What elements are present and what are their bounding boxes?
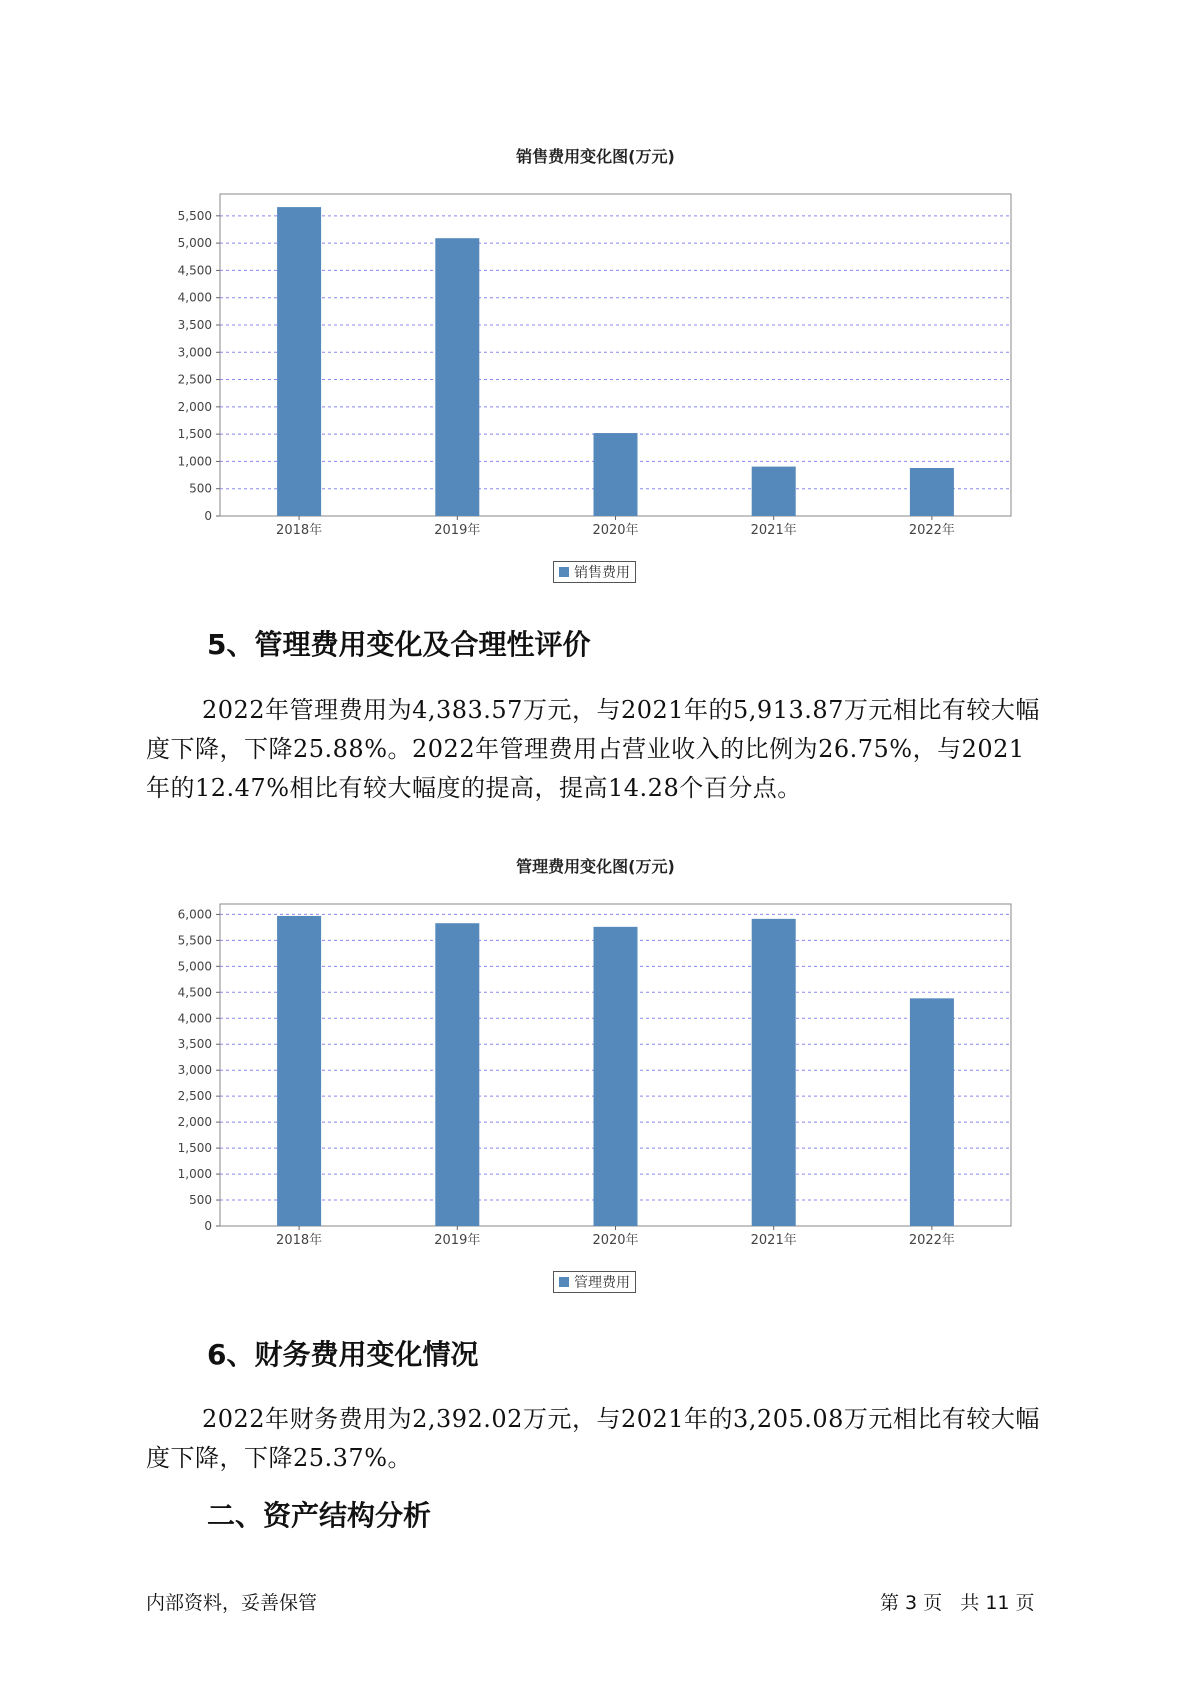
x-tick-label: 2021年 (750, 1233, 797, 1248)
y-tick-label: 1,500 (177, 427, 212, 442)
bar (277, 916, 321, 1226)
admin-expense-chart (0, 880, 1191, 1260)
section-5-paragraph: 2022年管理费用为4,383.57万元，与2021年的5,913.87万元相比有较大幅度下降，下降25.88%。2022年管理费用占营业收入的比例为26.75%，与2021年的12.47%相比有较大幅度的提高，提高14.28个百分点。 (146, 696, 1040, 802)
y-tick-label: 500 (189, 1193, 212, 1208)
y-tick-label: 6,000 (177, 907, 212, 922)
y-tick-label: 0 (204, 509, 212, 523)
x-tick-label: 2021年 (750, 523, 797, 538)
y-tick-label: 2,500 (177, 372, 212, 387)
y-tick-label: 500 (189, 481, 212, 496)
y-tick-label: 0 (204, 1219, 212, 1233)
y-tick-label: 3,500 (177, 317, 212, 332)
y-tick-label: 1,000 (177, 454, 212, 469)
y-tick-label: 5,000 (177, 236, 212, 251)
y-tick-label: 5,000 (177, 959, 212, 974)
y-tick-label: 5,500 (177, 933, 212, 948)
asset-structure-heading: 二、资产结构分析 (207, 1499, 432, 1532)
sales-expense-chart-title: 销售费用变化图(万元) (516, 147, 675, 166)
y-tick-label: 4,000 (177, 1011, 212, 1026)
y-tick-label: 3,500 (177, 1037, 212, 1052)
bar (594, 927, 638, 1226)
y-tick-label: 1,500 (177, 1141, 212, 1156)
y-tick-label: 4,500 (177, 985, 212, 1000)
section-5-heading: 5、管理费用变化及合理性评价 (207, 628, 591, 661)
legend-swatch-icon (559, 1277, 569, 1287)
y-tick-label: 4,500 (177, 263, 212, 278)
bar (594, 433, 638, 516)
y-tick-label: 3,000 (177, 1063, 212, 1078)
admin-expense-chart-title: 管理费用变化图(万元) (516, 857, 675, 876)
x-tick-label: 2019年 (434, 523, 481, 538)
x-tick-label: 2018年 (276, 523, 323, 538)
y-tick-label: 2,500 (177, 1089, 212, 1104)
y-tick-label: 2,000 (177, 1115, 212, 1130)
legend-label: 管理费用 (574, 1275, 630, 1291)
sales-expense-legend (553, 561, 636, 583)
x-tick-label: 2018年 (276, 1233, 323, 1248)
section-6-heading: 6、财务费用变化情况 (207, 1338, 479, 1371)
bar (277, 207, 321, 516)
bar (752, 467, 796, 516)
x-tick-label: 2019年 (434, 1233, 481, 1248)
y-tick-label: 4,000 (177, 290, 212, 305)
sales-expense-chart (0, 170, 1191, 550)
x-tick-label: 2020年 (592, 523, 639, 538)
x-tick-label: 2020年 (592, 1233, 639, 1248)
footer-confidential-note: 内部资料，妥善保管 (146, 1592, 318, 1614)
y-tick-label: 5,500 (177, 208, 212, 223)
bar (910, 998, 954, 1226)
x-tick-label: 2022年 (908, 523, 955, 538)
footer-page-number: 第 3 页 共 11 页 (880, 1592, 1035, 1614)
legend-label: 销售费用 (574, 565, 630, 581)
y-tick-label: 2,000 (177, 399, 212, 414)
admin-expense-legend (553, 1271, 636, 1293)
y-tick-label: 3,000 (177, 345, 212, 360)
section-6-paragraph: 2022年财务费用为2,392.02万元，与2021年的3,205.08万元相比有较大幅度下降，下降25.37%。 (146, 1405, 1040, 1472)
y-tick-label: 1,000 (177, 1167, 212, 1182)
x-tick-label: 2022年 (908, 1233, 955, 1248)
legend-swatch-icon (559, 567, 569, 577)
bar (435, 923, 479, 1226)
bar (752, 919, 796, 1226)
bar (910, 468, 954, 516)
bar (435, 238, 479, 516)
